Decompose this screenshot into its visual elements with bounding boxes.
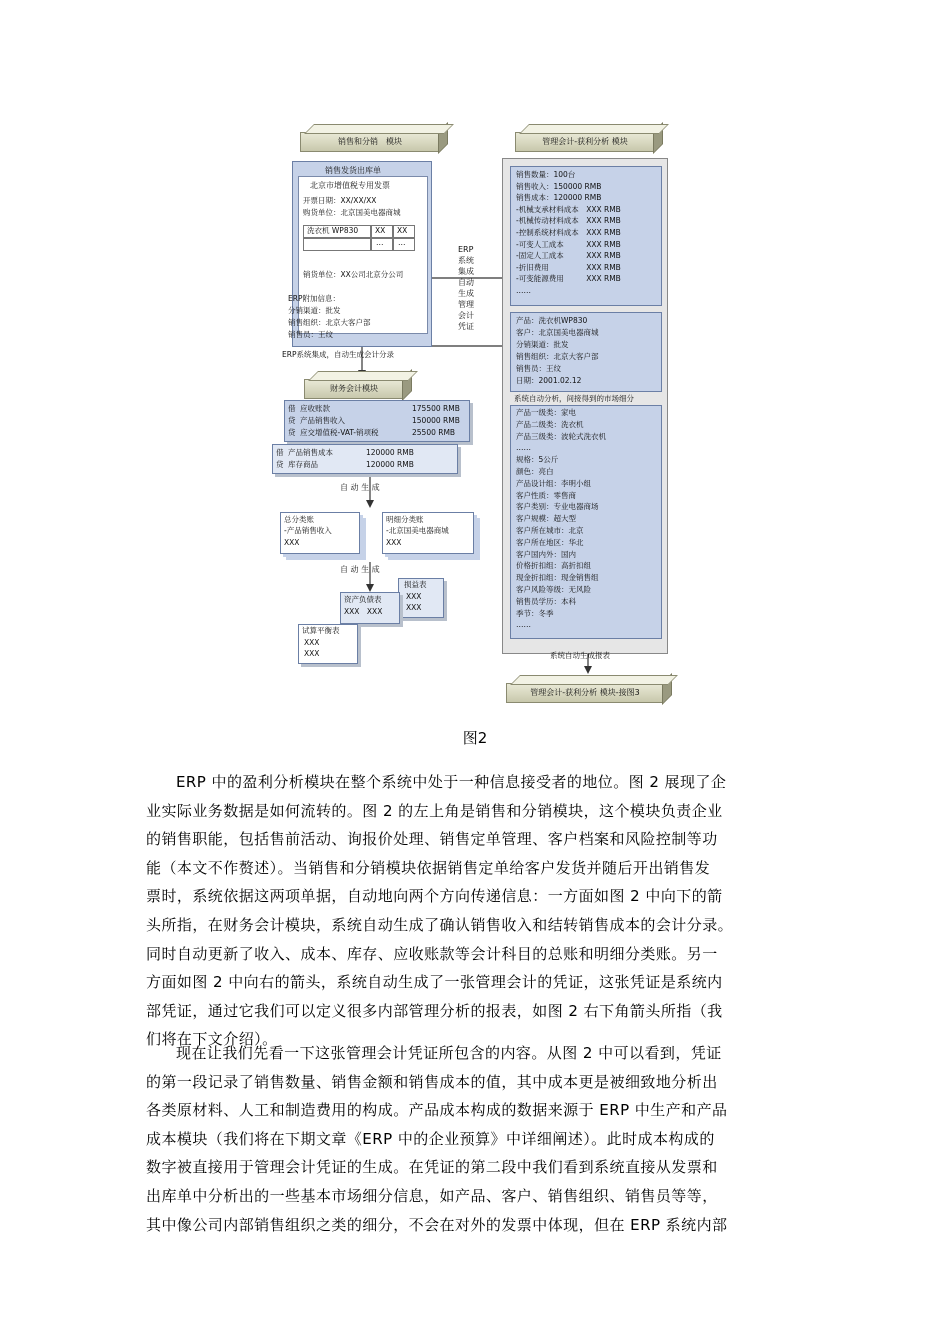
detail-ledger-account: -北京国美电器商城	[386, 526, 449, 535]
journal-account: 库存商品	[288, 460, 318, 469]
item-x1: XX	[375, 226, 386, 235]
mgmt-line: 产品一级类：家电	[516, 408, 576, 417]
journal-amount: 25500 RMB	[412, 428, 456, 437]
p1-line: 同时自动更新了收入、成本、库存、应收账款等会计科目的总账和明细分类账。另一	[146, 944, 718, 963]
paragraph-1	[146, 768, 806, 1054]
journal-account: 应收账款	[300, 404, 330, 413]
detail-ledger-value: XXX	[386, 538, 402, 547]
erp-extra-title: ERP附加信息：	[288, 294, 340, 303]
mgmt-line: 价格折扣组：高折扣组	[516, 561, 591, 571]
mgmt-line: 销售组织：北京大客户部	[516, 352, 599, 361]
mgmt-line: 产品：洗衣机WP830	[516, 316, 588, 325]
invoice-seller: 销货单位：XX公司北京分公司	[303, 270, 404, 279]
p1-line: 头所指，在财务会计模块，系统自动生成了确认销售收入和结转销售成本的会计分录。	[146, 915, 734, 934]
mgmt-line: 产品三级类：波轮式洗衣机	[516, 431, 606, 441]
mgmt-line: 销售成本：120000 RMB	[516, 193, 602, 203]
finance-module-header	[304, 379, 404, 399]
erp-v-4: 生成	[458, 289, 474, 298]
erp-v-3: 自动	[458, 278, 474, 287]
mgmt-line: 产品设计组：李明小组	[516, 478, 591, 488]
journal-dc: 贷	[288, 416, 296, 425]
mgmt-line: 客户性质：零售商	[516, 490, 576, 500]
erp-v-7: 凭证	[458, 322, 474, 331]
journal-amount: 120000 RMB	[366, 448, 414, 457]
balance-sheet-values: XXX XXX	[344, 607, 383, 616]
mgmt-line: 产品二级类：洗衣机	[516, 419, 584, 429]
journal-amount: 175500 RMB	[412, 404, 460, 413]
mgmt-line: -机械支承材料成本 XXX RMB	[516, 204, 621, 214]
p2-line: 现在让我们先看一下这张管理会计凭证所包含的内容。从图 2 中可以看到，凭证	[176, 1044, 722, 1062]
erp-v-5: 管理	[458, 300, 474, 309]
auto-report-label: 系统自动生成报表	[550, 651, 610, 660]
mgmt-line: ……	[516, 286, 531, 295]
erp-v-1: 系统	[458, 256, 474, 265]
erp-extra-rep: 销售员：王纹	[288, 330, 333, 339]
mgmt-line: 颜色：亮白	[516, 467, 554, 476]
delivery-header: 销售发货出库单	[325, 166, 381, 175]
general-ledger-value: XXX	[284, 538, 300, 547]
p2-line: 其中像公司内部销售组织之类的细分，不会在对外的发票中体现，但在 ERP 系统内部	[146, 1215, 728, 1234]
figure-2-diagram	[270, 108, 680, 708]
invoice-buyer: 购货单位：北京国美电器商城	[303, 208, 401, 217]
mgmt-line: 客户所在地区：华北	[516, 537, 584, 547]
journal-amount: 120000 RMB	[366, 460, 414, 469]
auto-analysis-label: 系统自动分析，间接得到的市场细分	[514, 394, 634, 403]
mgmt-line: -可变人工成本 XXX RMB	[516, 239, 621, 249]
journal-account: 产品销售成本	[288, 448, 333, 457]
erp-v-0: ERP	[458, 245, 474, 254]
income-statement-title: 损益表	[404, 580, 427, 589]
trial-balance-v2: XXX	[304, 649, 320, 658]
erp-extra-channel: 分销渠道：批发	[288, 306, 341, 315]
journal-account: 产品销售收入	[300, 416, 345, 425]
invoice-title: 北京市增值税专用发票	[310, 181, 390, 190]
mgmt-line: 销售员学历：本科	[516, 596, 576, 606]
p1-line: 部凭证，通过它我们可以定义很多内部管理分析的报表，如图 2 右下角箭头所指（我	[146, 1001, 723, 1020]
mgmt-line: 销售员：王纹	[516, 364, 561, 373]
erp-v-2: 集成	[458, 267, 474, 276]
p1-line: 们将在下文介绍）。	[146, 1030, 278, 1049]
mgmt-line: -机械传动材料成本 XXX RMB	[516, 216, 621, 226]
item-d1: …	[376, 238, 384, 247]
mgmt-line: 客户国内外：国内	[516, 549, 576, 559]
general-ledger-account: -产品销售收入	[284, 526, 332, 535]
p1-line: 业实际业务数据是如何流转的。图 2 的左上角是销售和分销模块，这个模块负责企业	[146, 801, 723, 820]
journal-account: 应交增值税-VAT-销项税	[300, 428, 379, 437]
erp-auto-entry-label: ERP系统集成，自动生成会计分录	[282, 350, 394, 359]
income-statement-v1: XXX	[406, 592, 422, 601]
auto-generate-label-2: 自 动 生 成	[340, 565, 380, 574]
journal-dc: 贷	[288, 428, 296, 437]
p2-line: 的第一段记录了销售数量、销售金额和销售成本的值，其中成本更是被细致地分析出	[146, 1072, 718, 1091]
p1-line: 能（本文不作赘述）。当销售和分销模块依据销售定单给客户发货并随后开出销售发	[146, 858, 711, 877]
journal-dc: 借	[276, 448, 284, 457]
mgmt-line: 客户类别：专业电器商场	[516, 502, 599, 512]
mgmt-line: 季节：冬季	[516, 608, 554, 618]
item-d2: …	[398, 238, 406, 247]
journal-dc: 借	[288, 404, 296, 413]
income-statement-v2: XXX	[406, 603, 422, 612]
p2-line: 数字被直接用于管理会计凭证的生成。在凭证的第二段中我们看到系统直接从发票和	[146, 1158, 718, 1177]
p1-line: 方面如图 2 中向右的箭头，系统自动生成了一张管理会计的凭证，这张凭证是系统内	[146, 973, 723, 992]
p2-line: 成本模块（我们将在下期文章《ERP 中的企业预算》中详细阐述）。此时成本构成的	[146, 1129, 715, 1148]
p1-line: 的销售职能，包括售前活动、询报价处理、销售定单管理、客户档案和风险控制等功	[146, 830, 718, 849]
trial-balance-v1: XXX	[304, 638, 320, 647]
erp-extra-org: 销售组织：北京大客户部	[288, 318, 371, 327]
balance-sheet-title: 资产负债表	[344, 595, 382, 604]
erp-v-6: 会计	[458, 311, 474, 320]
mgmt-line: 现金折扣组：现金销售组	[516, 573, 599, 583]
mgmt-line: 客户所在城市：北京	[516, 526, 584, 535]
mgmt-line: 销售数量：100台	[516, 170, 576, 179]
sales-module-title: 销售和分销 模块	[338, 137, 402, 146]
mgmt-line: 销售收入：150000 RMB	[516, 181, 602, 191]
mgmt-line: 规格：5公斤	[516, 455, 559, 465]
mgmt-module-title: 管理会计-获利分析 模块	[542, 137, 628, 146]
mgmt-line: ……	[516, 443, 531, 453]
mgmt-line: -可变能源费用 XXX RMB	[516, 274, 621, 284]
item-name: 洗衣机 WP830	[307, 226, 359, 235]
mgmt-line: -折旧费用 XXX RMB	[516, 262, 621, 272]
mgmt-line: 客户：北京国美电器商城	[516, 328, 599, 337]
p2-line: 各类原材料、人工和制造费用的构成。产品成本构成的数据来源于 ERP 中生产和产品	[146, 1101, 728, 1120]
mgmt-line: 日期：2001.02.12	[516, 376, 582, 385]
mgmt-line: 客户风险等级：无风险	[516, 585, 591, 594]
p1-line: ERP 中的盈利分析模块在整个系统中处于一种信息接受者的地位。图 2 展现了企	[176, 773, 727, 791]
mgmt-line: -固定人工成本 XXX RMB	[516, 251, 621, 261]
p2-line: 出库单中分析出的一些基本市场细分信息，如产品、客户、销售组织、销售员等等，	[146, 1186, 718, 1205]
detail-ledger-title: 明细分类账	[386, 515, 424, 524]
mgmt-line: 分销渠道：批发	[516, 340, 569, 349]
finance-module-title: 财务会计模块	[330, 384, 378, 393]
erp-vertical-label	[458, 244, 480, 332]
p1-line: 票时，系统依据这两项单据，自动地向两个方向传递信息：一方面如图 2 中向下的箭	[146, 887, 723, 906]
journal-amount: 150000 RMB	[412, 416, 460, 425]
figure-caption: 图2	[462, 729, 488, 747]
mgmt-module-bottom-title: 管理会计-获利分析 模块-接图3	[530, 688, 640, 697]
invoice-date: 开票日期：XX/XX/XX	[303, 196, 377, 205]
trial-balance-title: 试算平衡表	[302, 626, 340, 635]
mgmt-line: -控制系统材料成本 XXX RMB	[516, 228, 621, 237]
general-ledger-title: 总分类账	[284, 515, 314, 524]
paragraph-2	[146, 1039, 806, 1239]
journal-dc: 贷	[276, 460, 284, 469]
mgmt-line: ……	[516, 620, 531, 630]
mgmt-module-bottom-header	[506, 683, 664, 703]
item-x2: XX	[397, 226, 408, 235]
mgmt-line: 客户规模：超大型	[516, 514, 576, 524]
auto-generate-label-1: 自 动 生 成	[340, 483, 380, 492]
